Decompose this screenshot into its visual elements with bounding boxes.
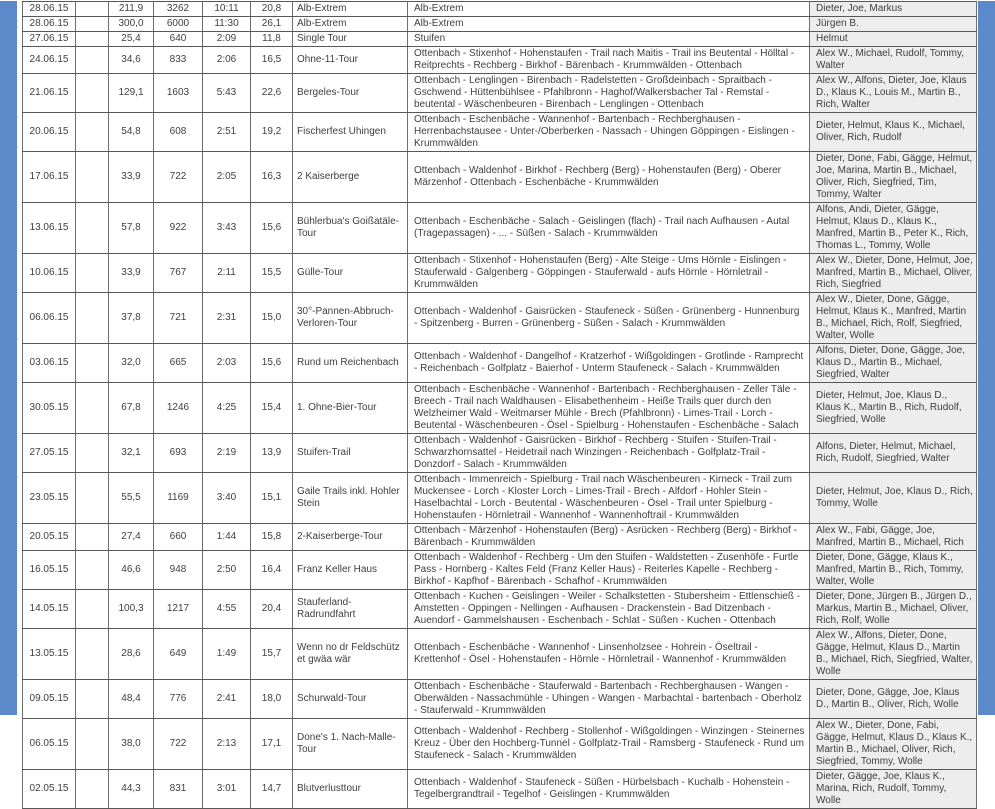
duration-cell: 2:09 bbox=[203, 32, 251, 47]
date-cell: 06.06.15 bbox=[23, 293, 76, 344]
participants-cell: Helmut bbox=[810, 32, 977, 47]
tour-name-cell: Bühlerbua's Goißatäle-Tour bbox=[293, 203, 408, 254]
duration-cell: 10:11 bbox=[203, 2, 251, 17]
table-row bbox=[23, 629, 977, 680]
duration-cell: 2:03 bbox=[203, 344, 251, 383]
table-row bbox=[23, 551, 977, 590]
avg-speed-cell: 26,1 bbox=[251, 17, 293, 32]
elevation-cell: 922 bbox=[154, 203, 203, 254]
route-cell: Ottenbach - Kuchen - Geislingen - Weiler - Schalkstetten - Stubersheim - Ettlenschieß - Amstetten - Oppingen - Nellingen - Aufhausen - Drackenstein - Bad Ditzenbach - Auendorf - Gammelshausen - Eschenbach - Schlat - Süßen - Kuchen - Ottenbach bbox=[408, 590, 810, 629]
table-row bbox=[23, 254, 977, 293]
tour-name-cell: 2-Kaiserberge-Tour bbox=[293, 524, 408, 551]
avg-speed-cell: 20,8 bbox=[251, 2, 293, 17]
tour-name-cell: Alb-Extrem bbox=[293, 2, 408, 17]
route-cell: Ottenbach - Stixenhof - Hohenstaufen - Trail nach Maitis - Trail ins Beutental - Hölltal - Reitprechts - Rechberg - Birkhof - Bärenbach - Krummwälden - Ottenbach bbox=[408, 47, 810, 74]
duration-cell: 2:19 bbox=[203, 434, 251, 473]
blank-cell bbox=[76, 770, 109, 809]
blank-cell bbox=[76, 344, 109, 383]
date-cell: 13.06.15 bbox=[23, 203, 76, 254]
date-cell: 20.05.15 bbox=[23, 524, 76, 551]
elevation-cell: 640 bbox=[154, 32, 203, 47]
duration-cell: 3:01 bbox=[203, 770, 251, 809]
elevation-cell: 833 bbox=[154, 47, 203, 74]
distance-km-cell: 27,4 bbox=[109, 524, 154, 551]
avg-speed-cell: 15,4 bbox=[251, 383, 293, 434]
route-cell: Ottenbach - Waldenhof - Dangelhof - Kratzerhof - Wißgoldingen - Grotlinde - Ramprecht - Reichenbach - Golfplatz - Baierhof - Unterm Staufeneck - Salach - Krummwälden bbox=[408, 344, 810, 383]
duration-cell: 4:25 bbox=[203, 383, 251, 434]
blank-cell bbox=[76, 113, 109, 152]
blank-cell bbox=[76, 383, 109, 434]
route-cell: Alb-Extrem bbox=[408, 2, 810, 17]
distance-km-cell: 46,6 bbox=[109, 551, 154, 590]
avg-speed-cell: 20,4 bbox=[251, 590, 293, 629]
distance-km-cell: 67,8 bbox=[109, 383, 154, 434]
route-cell: Ottenbach - Waldenhof - Gaisrücken - Birkhof - Rechberg - Stuifen - Stuifen-Trail - Schwarzhornsattel - Heidetrail nach Winzingen - Reichenbach - Golfplatz-Trail - Donzdorf - Salach - Krummwälden bbox=[408, 434, 810, 473]
date-cell: 13.05.15 bbox=[23, 629, 76, 680]
date-cell: 02.05.15 bbox=[23, 770, 76, 809]
avg-speed-cell: 17,1 bbox=[251, 719, 293, 770]
elevation-cell: 721 bbox=[154, 293, 203, 344]
distance-km-cell: 57,8 bbox=[109, 203, 154, 254]
distance-km-cell: 32,0 bbox=[109, 344, 154, 383]
participants-cell: Alex W., Dieter, Done, Helmut, Joe, Manfred, Martin B., Michael, Oliver, Rich, Siegfried bbox=[810, 254, 977, 293]
tour-name-cell: Fischerfest Uhingen bbox=[293, 113, 408, 152]
distance-km-cell: 33,9 bbox=[109, 254, 154, 293]
avg-speed-cell: 16,4 bbox=[251, 551, 293, 590]
page-background-bar-right bbox=[978, 1, 995, 715]
route-cell: Ottenbach - Immenreich - Spielburg - Trail nach Wäschenbeuren - Kirneck - Trail zum Muckensee - Lorch - Kloster Lorch - Limes-Trail - Brech - Alfdorf - Hohler Stein - Haselbachtal - Lorch - Beutental - Wäschenbeuren - Ösel - Trail unter Spielburg - Hohenstaufen - Hörnletrail - Wannenhof - Wannenhoftrail - Krummwälden bbox=[408, 473, 810, 524]
route-cell: Alb-Extrem bbox=[408, 17, 810, 32]
avg-speed-cell: 15,1 bbox=[251, 473, 293, 524]
blank-cell bbox=[76, 2, 109, 17]
blank-cell bbox=[76, 551, 109, 590]
elevation-cell: 722 bbox=[154, 719, 203, 770]
elevation-cell: 660 bbox=[154, 524, 203, 551]
participants-cell: Dieter, Done, Gägge, Klaus K., Manfred, Martin B., Rich, Tommy, Walter, Wolle bbox=[810, 551, 977, 590]
distance-km-cell: 300,0 bbox=[109, 17, 154, 32]
participants-cell: Alex W., Alfons, Dieter, Done, Gägge, Helmut, Klaus D., Martin B., Michael, Rich, Siegfried, Walter, Wolle bbox=[810, 629, 977, 680]
participants-cell: Dieter, Done, Fabi, Gägge, Helmut, Joe, Marina, Martin B., Michael, Oliver, Rich, Siegfried, Tim, Tommy, Walter bbox=[810, 152, 977, 203]
blank-cell bbox=[76, 524, 109, 551]
route-cell: Stuifen bbox=[408, 32, 810, 47]
blank-cell bbox=[76, 254, 109, 293]
route-cell: Ottenbach - Waldenhof - Birkhof - Rechberg (Berg) - Hohenstaufen (Berg) - Oberer Märzenhof - Ottenbach - Eschenbäche - Krummwälden bbox=[408, 152, 810, 203]
elevation-cell: 767 bbox=[154, 254, 203, 293]
tour-name-cell: Blutverlusttour bbox=[293, 770, 408, 809]
blank-cell bbox=[76, 32, 109, 47]
avg-speed-cell: 15,8 bbox=[251, 524, 293, 551]
blank-cell bbox=[76, 719, 109, 770]
tour-name-cell: Stuifen-Trail bbox=[293, 434, 408, 473]
blank-cell bbox=[76, 74, 109, 113]
duration-cell: 3:40 bbox=[203, 473, 251, 524]
duration-cell: 2:13 bbox=[203, 719, 251, 770]
tour-name-cell: Stauferland-Radrundfahrt bbox=[293, 590, 408, 629]
avg-speed-cell: 19,2 bbox=[251, 113, 293, 152]
duration-cell: 2:51 bbox=[203, 113, 251, 152]
distance-km-cell: 100,3 bbox=[109, 590, 154, 629]
table-row bbox=[23, 293, 977, 344]
date-cell: 14.05.15 bbox=[23, 590, 76, 629]
distance-km-cell: 129,1 bbox=[109, 74, 154, 113]
duration-cell: 11:30 bbox=[203, 17, 251, 32]
elevation-cell: 665 bbox=[154, 344, 203, 383]
avg-speed-cell: 15,7 bbox=[251, 629, 293, 680]
table-row bbox=[23, 17, 977, 32]
table-row bbox=[23, 344, 977, 383]
route-cell: Ottenbach - Stixenhof - Hohenstaufen (Berg) - Alte Steige - Ums Hörnle - Eislingen - Stauferwald - Galgenberg - Göppingen - Stauferwald - aufs Hörnle - Hörnletrail - Krummwälden bbox=[408, 254, 810, 293]
avg-speed-cell: 13,9 bbox=[251, 434, 293, 473]
participants-cell: Dieter, Helmut, Klaus K., Michael, Oliver, Rich, Rudolf bbox=[810, 113, 977, 152]
avg-speed-cell: 18,0 bbox=[251, 680, 293, 719]
participants-cell: Alex W., Dieter, Done, Fabi, Gägge, Helmut, Klaus D., Klaus K., Martin B., Michael, Oliver, Rich, Siegfried, Tommy, Wolle bbox=[810, 719, 977, 770]
elevation-cell: 1217 bbox=[154, 590, 203, 629]
distance-km-cell: 54,8 bbox=[109, 113, 154, 152]
table-row bbox=[23, 47, 977, 74]
duration-cell: 2:06 bbox=[203, 47, 251, 74]
participants-cell: Dieter, Helmut, Joe, Klaus D., Rich, Tommy, Wolle bbox=[810, 473, 977, 524]
table-row bbox=[23, 590, 977, 629]
elevation-cell: 722 bbox=[154, 152, 203, 203]
table-row bbox=[23, 113, 977, 152]
route-cell: Ottenbach - Lenglingen - Birenbach - Radelstetten - Großdeinbach - Spraitbach - Gschwend - Hüttenbühlsee - Pfahlbronn - Haghof/Walkersbacher Tal - Remstal - beutental - Wäschenbeuren - Birenbach - Lenglingen - Ottenbach bbox=[408, 74, 810, 113]
table-row bbox=[23, 2, 977, 17]
route-cell: Ottenbach - Waldenhof - Gaisrücken - Staufeneck - Süßen - Grünenberg - Hunnenburg - Spitzenberg - Burren - Grünenberg - Süßen - Salach - Krummwälden bbox=[408, 293, 810, 344]
route-cell: Ottenbach - Waldenhof - Rechberg - Um den Stuifen - Waldstetten - Zusenhöfe - Furtle Pass - Hornberg - Kaltes Feld (Franz Keller Haus) - Reiterles Kapelle - Rechberg - Birkhof - Kapfhof - Bärenbach - Schafhof - Krummwälden bbox=[408, 551, 810, 590]
date-cell: 03.06.15 bbox=[23, 344, 76, 383]
tour-log-table bbox=[22, 1, 977, 809]
duration-cell: 2:31 bbox=[203, 293, 251, 344]
participants-cell: Alex W., Alfons, Dieter, Joe, Klaus D., Klaus K., Louis M., Martin B., Rich, Walter bbox=[810, 74, 977, 113]
avg-speed-cell: 16,5 bbox=[251, 47, 293, 74]
distance-km-cell: 55,5 bbox=[109, 473, 154, 524]
distance-km-cell: 25,4 bbox=[109, 32, 154, 47]
participants-cell: Dieter, Gägge, Joe, Klaus K., Marina, Rich, Rudolf, Tommy, Wolle bbox=[810, 770, 977, 809]
blank-cell bbox=[76, 629, 109, 680]
avg-speed-cell: 14,7 bbox=[251, 770, 293, 809]
blank-cell bbox=[76, 293, 109, 344]
table-row bbox=[23, 524, 977, 551]
participants-cell: Alex W., Michael, Rudolf, Tommy, Walter bbox=[810, 47, 977, 74]
date-cell: 24.06.15 bbox=[23, 47, 76, 74]
table-row bbox=[23, 203, 977, 254]
table-row bbox=[23, 719, 977, 770]
blank-cell bbox=[76, 473, 109, 524]
distance-km-cell: 211,9 bbox=[109, 2, 154, 17]
participants-cell: Dieter, Done, Gägge, Joe, Klaus D., Martin B., Oliver, Rich, Wolle bbox=[810, 680, 977, 719]
tour-name-cell: Schurwald-Tour bbox=[293, 680, 408, 719]
distance-km-cell: 28,6 bbox=[109, 629, 154, 680]
tour-name-cell: 1. Ohne-Bier-Tour bbox=[293, 383, 408, 434]
table-row bbox=[23, 152, 977, 203]
avg-speed-cell: 15,6 bbox=[251, 344, 293, 383]
elevation-cell: 1603 bbox=[154, 74, 203, 113]
distance-km-cell: 34,6 bbox=[109, 47, 154, 74]
tour-name-cell: Done's 1. Nach-Malle-Tour bbox=[293, 719, 408, 770]
elevation-cell: 608 bbox=[154, 113, 203, 152]
distance-km-cell: 33,9 bbox=[109, 152, 154, 203]
date-cell: 30.05.15 bbox=[23, 383, 76, 434]
participants-cell: Jürgen B. bbox=[810, 17, 977, 32]
route-cell: Ottenbach - Eschenbäche - Wannenhof - Linsenholzsee - Hohrein - Öseltrail - Krettenhof - Ösel - Hohenstaufen - Hörnle - Hörnletrail - Wannenhof - Krummwälden bbox=[408, 629, 810, 680]
tour-name-cell: 2 Kaiserberge bbox=[293, 152, 408, 203]
avg-speed-cell: 15,6 bbox=[251, 203, 293, 254]
participants-cell: Dieter, Joe, Markus bbox=[810, 2, 977, 17]
blank-cell bbox=[76, 47, 109, 74]
date-cell: 23.05.15 bbox=[23, 473, 76, 524]
elevation-cell: 831 bbox=[154, 770, 203, 809]
date-cell: 28.06.15 bbox=[23, 17, 76, 32]
avg-speed-cell: 11,8 bbox=[251, 32, 293, 47]
participants-cell: Dieter, Helmut, Joe, Klaus D., Klaus K., Martin B., Rich, Rudolf, Siegfried, Wolle bbox=[810, 383, 977, 434]
tour-name-cell: Franz Keller Haus bbox=[293, 551, 408, 590]
avg-speed-cell: 16,3 bbox=[251, 152, 293, 203]
date-cell: 09.05.15 bbox=[23, 680, 76, 719]
elevation-cell: 1169 bbox=[154, 473, 203, 524]
duration-cell: 2:41 bbox=[203, 680, 251, 719]
participants-cell: Alfons, Dieter, Helmut, Michael, Rich, Rudolf, Siegfried, Walter bbox=[810, 434, 977, 473]
duration-cell: 2:50 bbox=[203, 551, 251, 590]
table-row bbox=[23, 32, 977, 47]
route-cell: Ottenbach - Waldenhof - Rechberg - Stollenhof - Wißgoldingen - Winzingen - Steinernes Kreuz - Über den Hochberg-Tunnel - Golfplatz-Trail - Ramsberg - Staufeneck - Rund um Staufeneck - Salach - Krummwälden bbox=[408, 719, 810, 770]
table-row bbox=[23, 434, 977, 473]
avg-speed-cell: 22,6 bbox=[251, 74, 293, 113]
date-cell: 06.05.15 bbox=[23, 719, 76, 770]
route-cell: Ottenbach - Waldenhof - Staufeneck - Süßen - Hürbelsbach - Kuchalb - Hohenstein - Tegelbergrandtrail - Tegelhof - Geislingen - Krummwälden bbox=[408, 770, 810, 809]
blank-cell bbox=[76, 680, 109, 719]
elevation-cell: 6000 bbox=[154, 17, 203, 32]
tour-name-cell: 30°-Pannen-Abbruch-Verloren-Tour bbox=[293, 293, 408, 344]
tour-name-cell: Rund um Reichenbach bbox=[293, 344, 408, 383]
avg-speed-cell: 15,5 bbox=[251, 254, 293, 293]
avg-speed-cell: 15,0 bbox=[251, 293, 293, 344]
blank-cell bbox=[76, 203, 109, 254]
page-background-bar-left bbox=[0, 1, 17, 715]
tour-name-cell: Gaile Trails inkl. Hohler Stein bbox=[293, 473, 408, 524]
route-cell: Ottenbach - Eschenbäche - Stauferwald - Bartenbach - Rechberghausen - Wangen - Oberwälden - Nassachmühle - Uhingen - Wangen - Marbachtal - bartenbach - Oberholz - Stauferwald - Krummwälden bbox=[408, 680, 810, 719]
tour-name-cell: Wenn no dr Feldschütz et gwäa wär bbox=[293, 629, 408, 680]
date-cell: 27.06.15 bbox=[23, 32, 76, 47]
duration-cell: 3:43 bbox=[203, 203, 251, 254]
distance-km-cell: 48,4 bbox=[109, 680, 154, 719]
table-row bbox=[23, 74, 977, 113]
route-cell: Ottenbach - Eschenbäche - Salach - Geislingen (flach) - Trail nach Aufhausen - Autal (Tragepassagen) - ... - Süßen - Salach - Krummwälden bbox=[408, 203, 810, 254]
route-cell: Ottenbach - Eschenbäche - Wannenhof - Bartenbach - Rechberghausen - Zeller Täle - Breech - Trail nach Waldhausen - Elisabethenheim - Heiße Trails quer durch den Welzheimer Wald - Weitmarser Mühle - Brech (Pfahlbronn) - Limes-Trail - Lorch - Beutental - Wäschenbeuren - Ösel - Spielburg - Hohenstaufen - Eschenbäche - Salach bbox=[408, 383, 810, 434]
blank-cell bbox=[76, 17, 109, 32]
date-cell: 16.05.15 bbox=[23, 551, 76, 590]
route-cell: Ottenbach - Märzenhof - Hohenstaufen (Berg) - Asrücken - Rechberg (Berg) - Birkhof - Bärenbach - Krummwälden bbox=[408, 524, 810, 551]
date-cell: 28.06.15 bbox=[23, 2, 76, 17]
elevation-cell: 3262 bbox=[154, 2, 203, 17]
participants-cell: Alex W., Fabi, Gägge, Joe, Manfred, Martin B., Michael, Rich bbox=[810, 524, 977, 551]
distance-km-cell: 37,8 bbox=[109, 293, 154, 344]
tour-name-cell: Gülle-Tour bbox=[293, 254, 408, 293]
participants-cell: Dieter, Done, Jürgen B., Jürgen D., Markus, Martin B., Michael, Oliver, Rich, Rolf, Wolle bbox=[810, 590, 977, 629]
tour-table-body bbox=[23, 2, 977, 809]
date-cell: 27.05.15 bbox=[23, 434, 76, 473]
table-row bbox=[23, 473, 977, 524]
participants-cell: Alex W., Dieter, Done, Gägge, Helmut, Klaus K., Manfred, Martin B., Michael, Rich, Rolf, Siegfried, Walter, Wolle bbox=[810, 293, 977, 344]
elevation-cell: 693 bbox=[154, 434, 203, 473]
table-row bbox=[23, 680, 977, 719]
elevation-cell: 948 bbox=[154, 551, 203, 590]
table-row bbox=[23, 383, 977, 434]
distance-km-cell: 44,3 bbox=[109, 770, 154, 809]
blank-cell bbox=[76, 590, 109, 629]
table-row bbox=[23, 770, 977, 809]
tour-name-cell: Single Tour bbox=[293, 32, 408, 47]
tour-name-cell: Ohne-11-Tour bbox=[293, 47, 408, 74]
distance-km-cell: 32,1 bbox=[109, 434, 154, 473]
date-cell: 10.06.15 bbox=[23, 254, 76, 293]
participants-cell: Alfons, Andi, Dieter, Gägge, Helmut, Klaus D., Klaus K., Manfred, Martin B., Peter K., Rich, Thomas L., Tommy, Wolle bbox=[810, 203, 977, 254]
elevation-cell: 776 bbox=[154, 680, 203, 719]
participants-cell: Alfons, Dieter, Done, Gägge, Joe, Klaus D., Martin B., Michael, Siegfried, Walter bbox=[810, 344, 977, 383]
duration-cell: 5:43 bbox=[203, 74, 251, 113]
distance-km-cell: 38,0 bbox=[109, 719, 154, 770]
elevation-cell: 649 bbox=[154, 629, 203, 680]
duration-cell: 4:55 bbox=[203, 590, 251, 629]
route-cell: Ottenbach - Eschenbäche - Wannenhof - Bartenbach - Rechberghausen - Herrenbachstausee - Unter-/Oberberken - Nassach - Uhingen Göppingen - Eislingen - Krummwälden bbox=[408, 113, 810, 152]
duration-cell: 2:11 bbox=[203, 254, 251, 293]
duration-cell: 1:44 bbox=[203, 524, 251, 551]
date-cell: 17.06.15 bbox=[23, 152, 76, 203]
duration-cell: 1:49 bbox=[203, 629, 251, 680]
date-cell: 21.06.15 bbox=[23, 74, 76, 113]
elevation-cell: 1246 bbox=[154, 383, 203, 434]
tour-name-cell: Bergeles-Tour bbox=[293, 74, 408, 113]
blank-cell bbox=[76, 152, 109, 203]
tour-name-cell: Alb-Extrem bbox=[293, 17, 408, 32]
blank-cell bbox=[76, 434, 109, 473]
duration-cell: 2:05 bbox=[203, 152, 251, 203]
date-cell: 20.06.15 bbox=[23, 113, 76, 152]
